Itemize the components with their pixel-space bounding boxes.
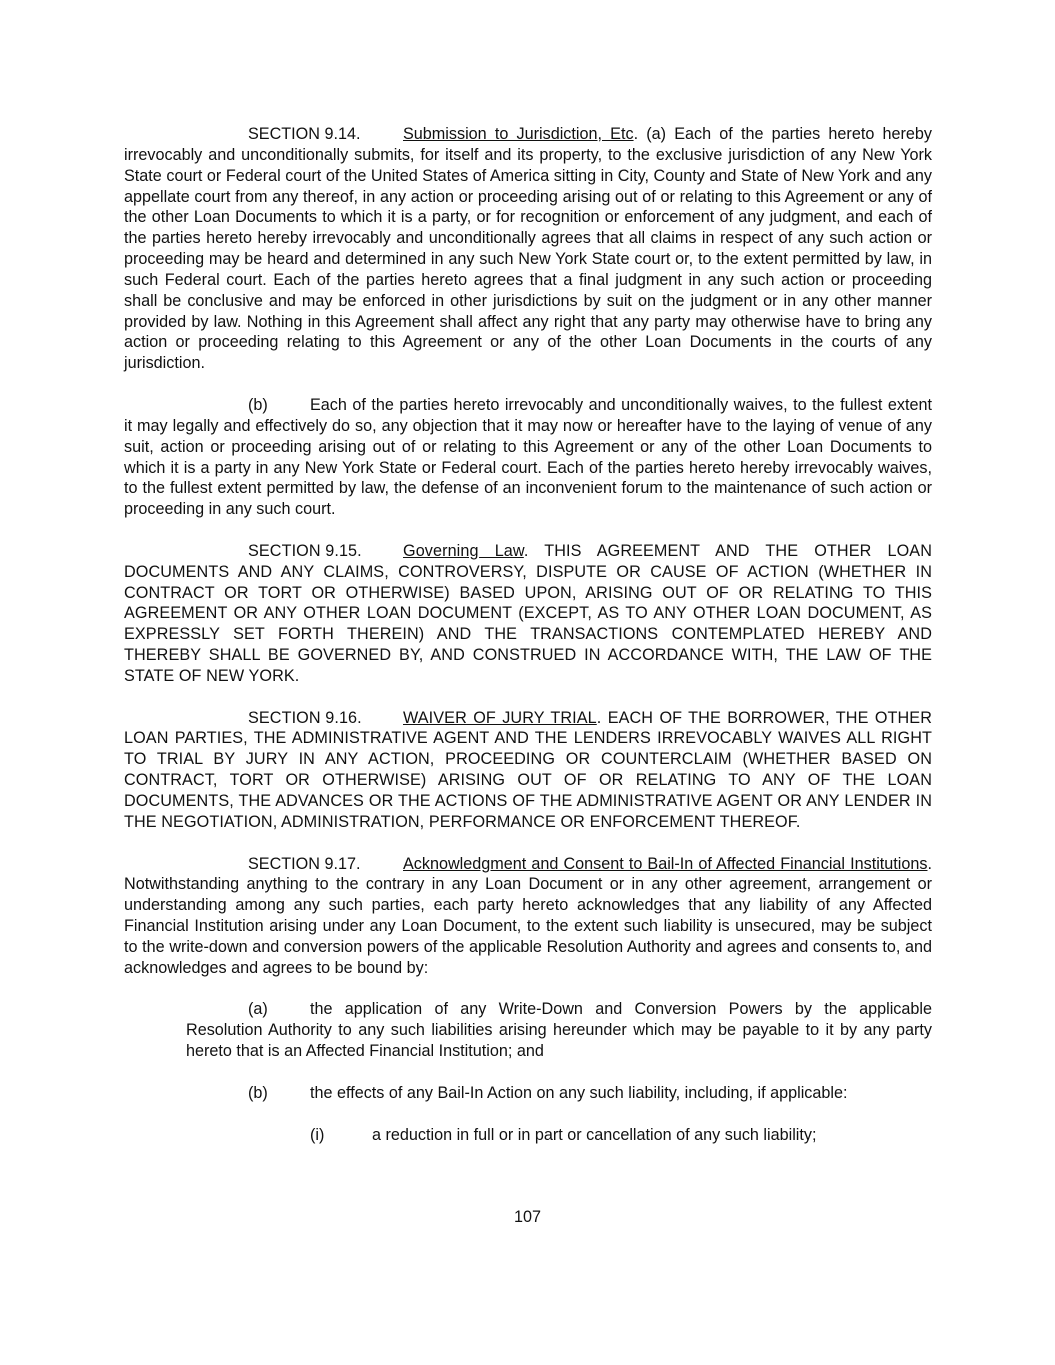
section-9-15-paragraph <box>124 541 932 687</box>
section-9-14-b-label: (b) <box>248 395 268 414</box>
section-9-17-b-label: (b) <box>248 1083 268 1102</box>
section-9-15-caption: Governing Law <box>403 541 524 560</box>
section-9-17-i-paragraph <box>310 1125 932 1146</box>
section-9-17-a-label: (a) <box>248 1000 268 1019</box>
section-9-17-i-label: (i) <box>310 1125 325 1144</box>
section-9-17-body: . Notwithstanding anything to the contrary in any Loan Document or in any other agreement, arrangement or understanding among any such parties, each party hereto acknowledges that any liability of any Affected Financial Institution arising under any Loan Document, to the extent such liability is unsecured, may be subject to the write-down and conversion powers of the applicable Resolution Authority and agrees and consents to, and acknowledges and agrees to be bound by: <box>124 854 932 977</box>
section-9-17-i-text: a reduction in full or in part or cancellation of any such liability; <box>372 1125 817 1144</box>
section-9-14-number: SECTION 9.14. <box>248 125 361 143</box>
section-9-17-paragraph <box>124 854 932 979</box>
section-9-16-caption: WAIVER OF JURY TRIAL <box>403 708 597 727</box>
section-9-16-body: . EACH OF THE BORROWER, THE OTHER LOAN PARTIES, THE ADMINISTRATIVE AGENT AND THE LENDERS IRREVOCABLY WAIVES ALL RIGHT TO TRIAL BY JURY IN ANY ACTION, PROCEEDING OR COUNTERCLAIM (WHETHER BASED ON CONTRACT, TORT OR OTHERWISE) ARISING OUT OF OR RELATING TO ANY OF THE LOAN DOCUMENTS, THE ADVANCES OR THE ACTIONS OF THE ADMINISTRATIVE AGENT OR ANY LENDER IN THE NEGOTIATION, ADMINISTRATION, PERFORMANCE OR ENFORCEMENT THEREOF. <box>124 708 932 831</box>
document-page <box>124 124 932 1166</box>
section-9-14-caption: Submission to Jurisdiction, Etc <box>403 125 634 143</box>
section-9-17-number: SECTION 9.17. <box>248 854 361 873</box>
section-9-17-caption: Acknowledgment and Consent to Bail-In of Affected Financial Institutions <box>403 854 928 873</box>
section-9-16-paragraph <box>124 708 932 833</box>
section-9-15-body: . THIS AGREEMENT AND THE OTHER LOAN DOCUMENTS AND ANY CLAIMS, CONTROVERSY, DISPUTE OR CAUSE OF ACTION (WHETHER IN CONTRACT OR TORT OR OTHERWISE) BASED UPON, ARISING OUT OF OR RELATING TO THIS AGREEMENT OR ANY OTHER LOAN DOCUMENT (EXCEPT, AS TO ANY OTHER LOAN DOCUMENT, AS EXPRESSLY SET FORTH THEREIN) AND THE TRANSACTIONS CONTEMPLATED HEREBY AND THEREBY SHALL BE GOVERNED BY, AND CONSTRUED IN ACCORDANCE WITH, THE LAW OF THE STATE OF NEW YORK. <box>124 541 932 685</box>
section-9-16-number: SECTION 9.16. <box>248 708 362 727</box>
section-9-14-paragraph <box>124 124 932 374</box>
section-9-17-b-text: the effects of any Bail-In Action on any such liability, including, if applicable: <box>310 1083 848 1102</box>
page-number: 107 <box>513 1208 541 1226</box>
section-9-14-b-paragraph <box>124 395 932 520</box>
section-9-14-b-text: Each of the parties hereto irrevocably and unconditionally waives, to the fullest extent it may legally and effectively do so, any objection that it may now or hereafter have to the laying of venue of any suit, action or proceeding arising out of or relating to this Agreement or any of the other Loan Documents to which it is a party in any New York State or Federal court. Each of the parties hereto hereby irrevocably waives, to the fullest extent permitted by law, the defense of an inconvenient forum to the maintenance of such action or proceeding in any such court. <box>124 395 932 519</box>
section-9-15-number: SECTION 9.15. <box>248 541 362 560</box>
section-9-17-b-paragraph <box>248 1083 932 1104</box>
section-9-14-body: . (a) Each of the parties hereto hereby irrevocably and unconditionally submits, for itself and its property, to the exclusive jurisdiction of any New York State court or Federal court of the United States of America sitting in City, County and State of New York and any appellate court from any thereof, in any action or proceeding arising out of or relating to this Agreement or any of the other Loan Documents to which it is a party, or for recognition or enforcement of any judgment, and each of the parties hereto hereby irrevocably and unconditionally agrees that all claims in respect of any such action or proceeding may be heard and determined in any such New York State court or, to the extent permitted by law, in such Federal court. Each of the parties hereto agrees that a final judgment in any such action or proceeding shall be conclusive and may be enforced in other jurisdictions by suit on the judgment or in any other manner provided by law. Nothing in this Agreement shall affect any right that any party may otherwise have to bring any action or proceeding relating to this Agreement or any of the other Loan Documents in the courts of any jurisdiction. <box>124 125 932 373</box>
section-9-17-a-text: the application of any Write-Down and Conversion Powers by the applicable Resolution Authority to any such liabilities arising hereunder which may be payable to it by any party hereto that is an Affected Financial Institution; and <box>186 1000 932 1061</box>
section-9-17-a-paragraph <box>186 999 932 1062</box>
